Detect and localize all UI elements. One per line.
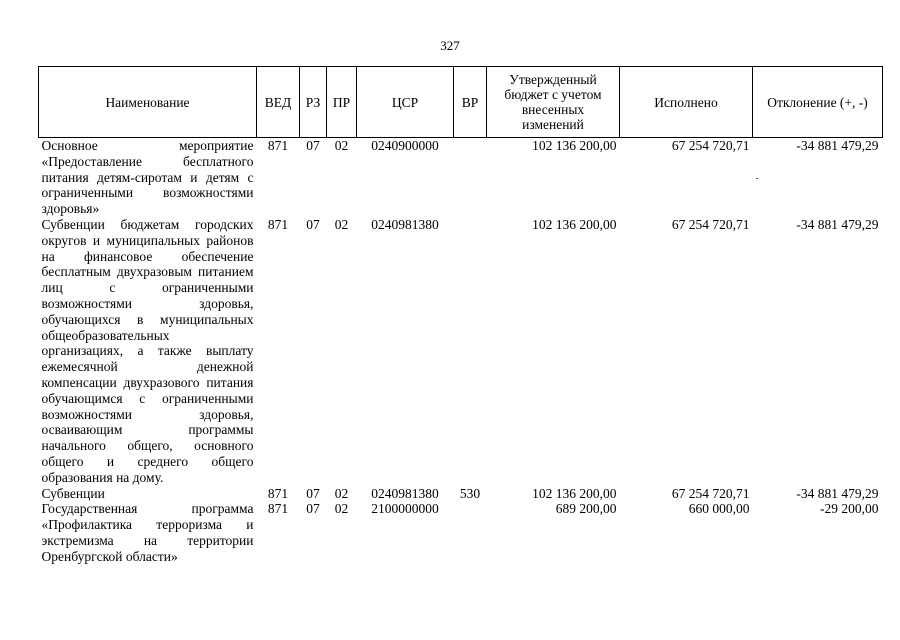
table-row xyxy=(39,486,883,502)
row-approved: 102 136 200,00 xyxy=(532,216,617,232)
row-pr: 02 xyxy=(334,216,349,232)
row-rz: 07 xyxy=(306,138,320,153)
row-deviation: -34 881 479,29 xyxy=(796,485,879,501)
row-pr: 02 xyxy=(334,501,349,517)
row-executed: 660 000,00 xyxy=(688,501,750,517)
row-approved: 689 200,00 xyxy=(555,501,617,517)
header-approved: Утвержденный бюджет с учетом внесенных изменений xyxy=(487,67,620,138)
table-header-row xyxy=(39,67,883,138)
row-executed: 67 254 720,71 xyxy=(671,216,750,232)
header-rz: РЗ xyxy=(300,67,327,138)
row-rz: 07 xyxy=(306,501,320,517)
row-approved: 102 136 200,00 xyxy=(532,138,617,153)
row-csr: 2100000000 xyxy=(371,501,439,517)
header-vr: ВР xyxy=(454,67,487,138)
table-row xyxy=(39,217,883,486)
row-vr xyxy=(454,501,487,564)
row-pr: 02 xyxy=(334,485,349,501)
header-pr: ПР xyxy=(327,67,357,138)
budget-table xyxy=(38,66,883,565)
header-executed: Исполнено xyxy=(620,67,753,138)
header-ved: ВЕД xyxy=(257,67,300,138)
row-executed: 67 254 720,71 xyxy=(671,138,750,153)
row-rz: 07 xyxy=(306,216,320,232)
row-pr: 02 xyxy=(334,138,349,153)
row-approved: 102 136 200,00 xyxy=(532,485,617,501)
row-csr: 0240981380 xyxy=(371,485,439,501)
table-row xyxy=(39,501,883,564)
row-vr xyxy=(454,217,487,486)
scan-speck xyxy=(756,178,758,179)
row-name: Государственная программа «Профилактика терроризма и экстремизма на территории Оренбургской области» xyxy=(41,501,254,564)
header-name: Наименование xyxy=(39,67,257,138)
row-name: Субвенции бюджетам городских округов и муниципальных районов на финансовое обеспечение бесплатным двухразовым питанием лиц с ограниченными возможностями здоровья, обучающихся в муниципальных общеобразовательных организациях, а также выплату ежемесячной денежной компенсации двухразового питания обучающимся с ограниченными возможностями здоровья, осваивающим программы начального общего, основного общего и среднего общего образования на дому. xyxy=(41,216,254,485)
row-csr: 0240900000 xyxy=(371,138,439,153)
header-csr: ЦСР xyxy=(357,67,454,138)
row-vr: 530 xyxy=(459,485,481,501)
header-deviation: Отклонение (+, -) xyxy=(753,67,883,138)
row-name: Субвенции xyxy=(41,485,105,501)
row-executed: 67 254 720,71 xyxy=(671,485,750,501)
row-ved: 871 xyxy=(267,485,289,501)
row-ved: 871 xyxy=(267,138,289,153)
row-rz: 07 xyxy=(306,485,320,501)
row-deviation: -29 200,00 xyxy=(820,501,879,517)
row-csr: 0240981380 xyxy=(371,216,439,232)
row-vr xyxy=(454,138,487,217)
row-ved: 871 xyxy=(267,216,289,232)
row-deviation: -34 881 479,29 xyxy=(796,216,879,232)
page-number: 327 xyxy=(440,38,460,53)
row-deviation: -34 881 479,29 xyxy=(796,138,879,153)
row-name: Основное мероприятие «Предоставление бесплатного питания детям-сиротам и детям с ограниченными возможностями здоровья» xyxy=(41,138,254,217)
row-ved: 871 xyxy=(267,501,289,517)
